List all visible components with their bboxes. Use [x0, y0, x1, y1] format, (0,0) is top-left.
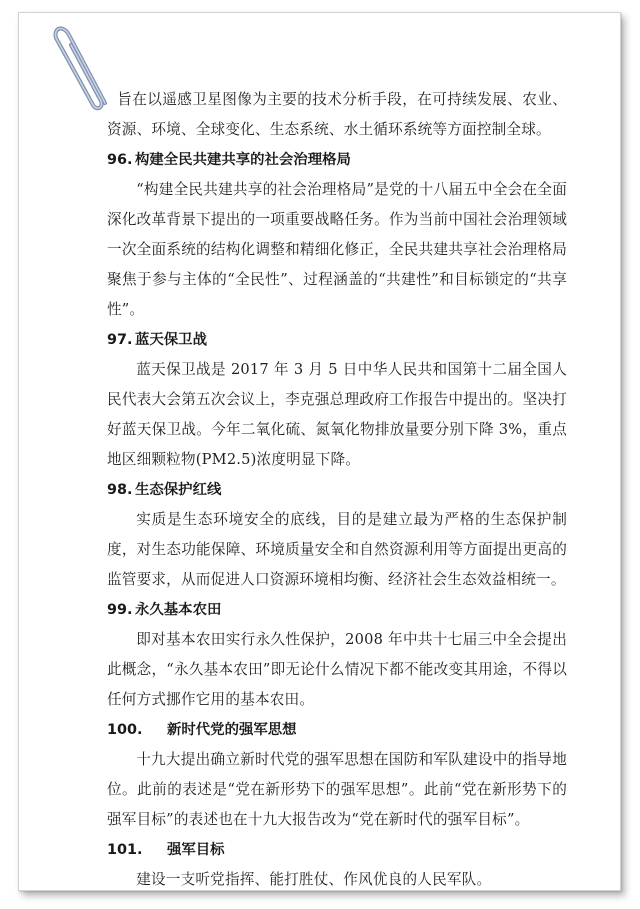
section-title: 生态保护红线	[135, 482, 222, 498]
section-title: 新时代党的强军思想	[167, 722, 297, 738]
section-heading	[107, 475, 567, 505]
section-heading	[107, 145, 567, 175]
section-title: 蓝天保卫战	[135, 332, 207, 348]
section-number: 97.	[107, 332, 133, 348]
section-number: 96.	[107, 152, 133, 168]
intro-paragraph: 旨在以遥感卫星图像为主要的技术分析手段，在可持续发展、农业、资源、环境、全球变化、生态系统、水土循环系统等方面控制全球。	[107, 91, 567, 138]
section-number: 98.	[107, 482, 133, 498]
section-paragraph: “构建全民共建共享的社会治理格局”是党的十八届五中全会在全面深化改革背景下提出的一项重要战略任务。作为当前中国社会治理领域一次全面系统的结构化调整和精细化修正，全民共建共享社会治理格局聚焦于参与主体的“全民性”、过程涵盖的“共建性”和目标锁定的“共享性”。	[107, 181, 567, 318]
section-paragraph: 十九大提出确立新时代党的强军思想在国防和军队建设中的指导地位。此前的表述是“党在新形势下的强军思想”。此前“党在新形势下的强军目标”的表述也在十九大报告改为“党在新时代的强军目标”。	[107, 751, 567, 828]
section-heading	[107, 715, 567, 745]
section-title: 构建全民共建共享的社会治理格局	[135, 152, 351, 168]
section-heading	[107, 325, 567, 355]
section-paragraph: 即对基本农田实行永久性保护，2008 年中共十七届三中全会提出此概念，“永久基本农田”即无论什么情况下都不能改变其用途，不得以任何方式挪作它用的基本农田。	[107, 631, 567, 708]
section-paragraph: 蓝天保卫战是 2017 年 3 月 5 日中华人民共和国第十二届全国人民代表大会第五次会议上，李克强总理政府工作报告中提出的。坚决打好蓝天保卫战。今年二氧化硫、氮氧化物排放量要分别下降 3%，重点地区细颗粒物(PM2.5)浓度明显下降。	[107, 361, 567, 468]
section-heading	[107, 835, 567, 865]
section-paragraph: 建设一支听党指挥、能打胜仗、作风优良的人民军队。	[136, 871, 492, 888]
section-number: 100.	[107, 722, 143, 738]
section-title: 永久基本农田	[135, 602, 222, 618]
section-number: 99.	[107, 602, 133, 618]
document-content	[107, 85, 567, 895]
section-title: 强军目标	[167, 842, 225, 858]
section-number: 101.	[107, 842, 143, 858]
section-paragraph: 实质是生态环境安全的底线，目的是建立最为严格的生态保护制度，对生态功能保障、环境质量安全和自然资源利用等方面提出更高的监管要求，从而促进人口资源环境相均衡、经济社会生态效益相统一。	[107, 511, 567, 588]
section-heading	[107, 595, 567, 625]
document-page	[18, 12, 621, 891]
